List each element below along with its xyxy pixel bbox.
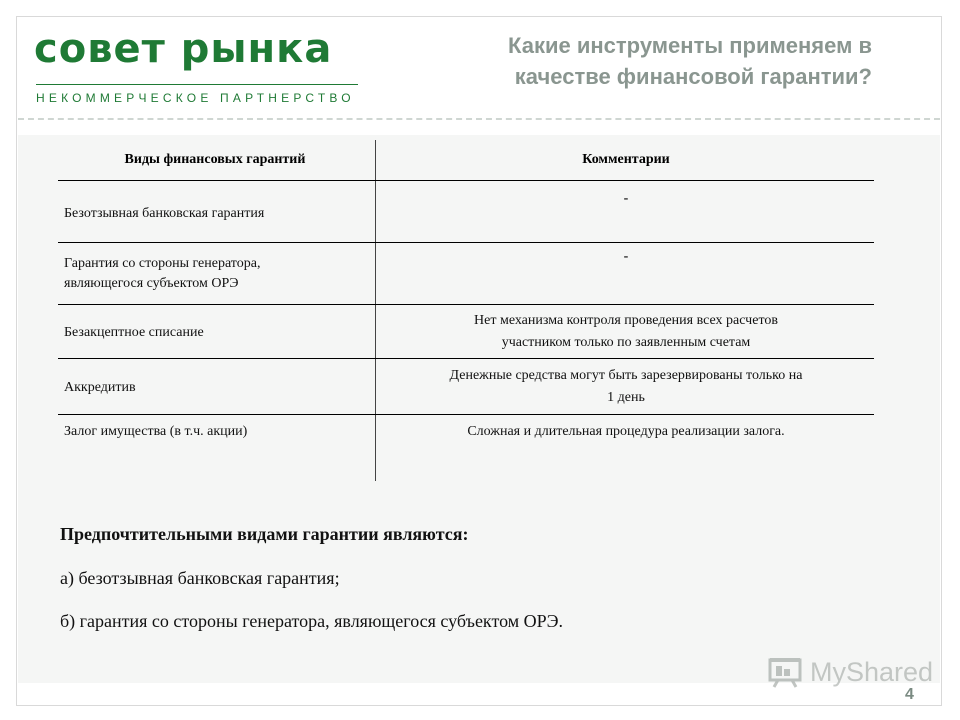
table-row-3-comment-line-2: участником только по заявленным счетам	[501, 335, 751, 350]
presentation-icon	[768, 656, 804, 688]
table-column-divider	[375, 140, 376, 481]
table-header-type: Виды финансовых гарантий	[124, 152, 306, 167]
table-row-4-comment-line-2: 1 день	[607, 390, 645, 405]
logo-divider	[36, 84, 358, 85]
logo-main-text: совет рынка	[34, 26, 333, 72]
watermark-text: MyShared	[810, 657, 934, 687]
slide-title-line-1: Какие инструменты применяем в	[508, 33, 872, 58]
table-row-2-type-line-2: являющегося субъектом ОРЭ	[64, 276, 239, 291]
table-row-rule	[58, 358, 874, 359]
slide-title-line-2: качестве финансовой гарантии?	[514, 64, 872, 89]
preferred-guarantees-heading: Предпочтительными видами гарантии являются:	[60, 524, 469, 544]
table-row-1-comment: -	[623, 191, 629, 206]
table-row-1-type: Безотзывная банковская гарантия	[64, 206, 265, 221]
table-row-3-type: Безакцептное списание	[64, 325, 204, 340]
page-number: 4	[905, 686, 914, 703]
table-row-4-comment	[378, 365, 874, 409]
table-row-5-comment: Сложная и длительная процедура реализации залога.	[467, 424, 785, 439]
logo-subtitle: НЕКОММЕРЧЕСКОЕ ПАРТНЕРСТВО	[36, 91, 355, 105]
table-row-2-comment: -	[623, 249, 629, 264]
watermark	[768, 656, 934, 688]
table-row-4-comment-line-1: Денежные средства могут быть зарезервированы только на	[449, 368, 803, 383]
table-row-4-type: Аккредитив	[64, 380, 136, 395]
table-row-3-comment	[378, 310, 874, 354]
table-row-rule	[58, 414, 874, 415]
table-row-rule	[58, 242, 874, 243]
table-header-comment: Комментарии	[582, 152, 670, 167]
slide-title	[400, 30, 872, 92]
header-dashed-divider	[18, 118, 940, 120]
table-row-3-comment-line-1: Нет механизма контроля проведения всех расчетов	[474, 313, 778, 328]
table-row-5-type: Залог имущества (в т.ч. акции)	[64, 424, 248, 439]
table-row-2-type	[64, 254, 369, 294]
table-header-rule	[58, 180, 874, 181]
preferred-guarantee-item-b: б) гарантия со стороны генератора, являющегося субъектом ОРЭ.	[60, 611, 564, 631]
table-row-rule	[58, 304, 874, 305]
preferred-guarantee-item-a: а) безотзывная банковская гарантия;	[60, 568, 340, 588]
table-row-2-type-line-1: Гарантия со стороны генератора,	[64, 256, 261, 271]
